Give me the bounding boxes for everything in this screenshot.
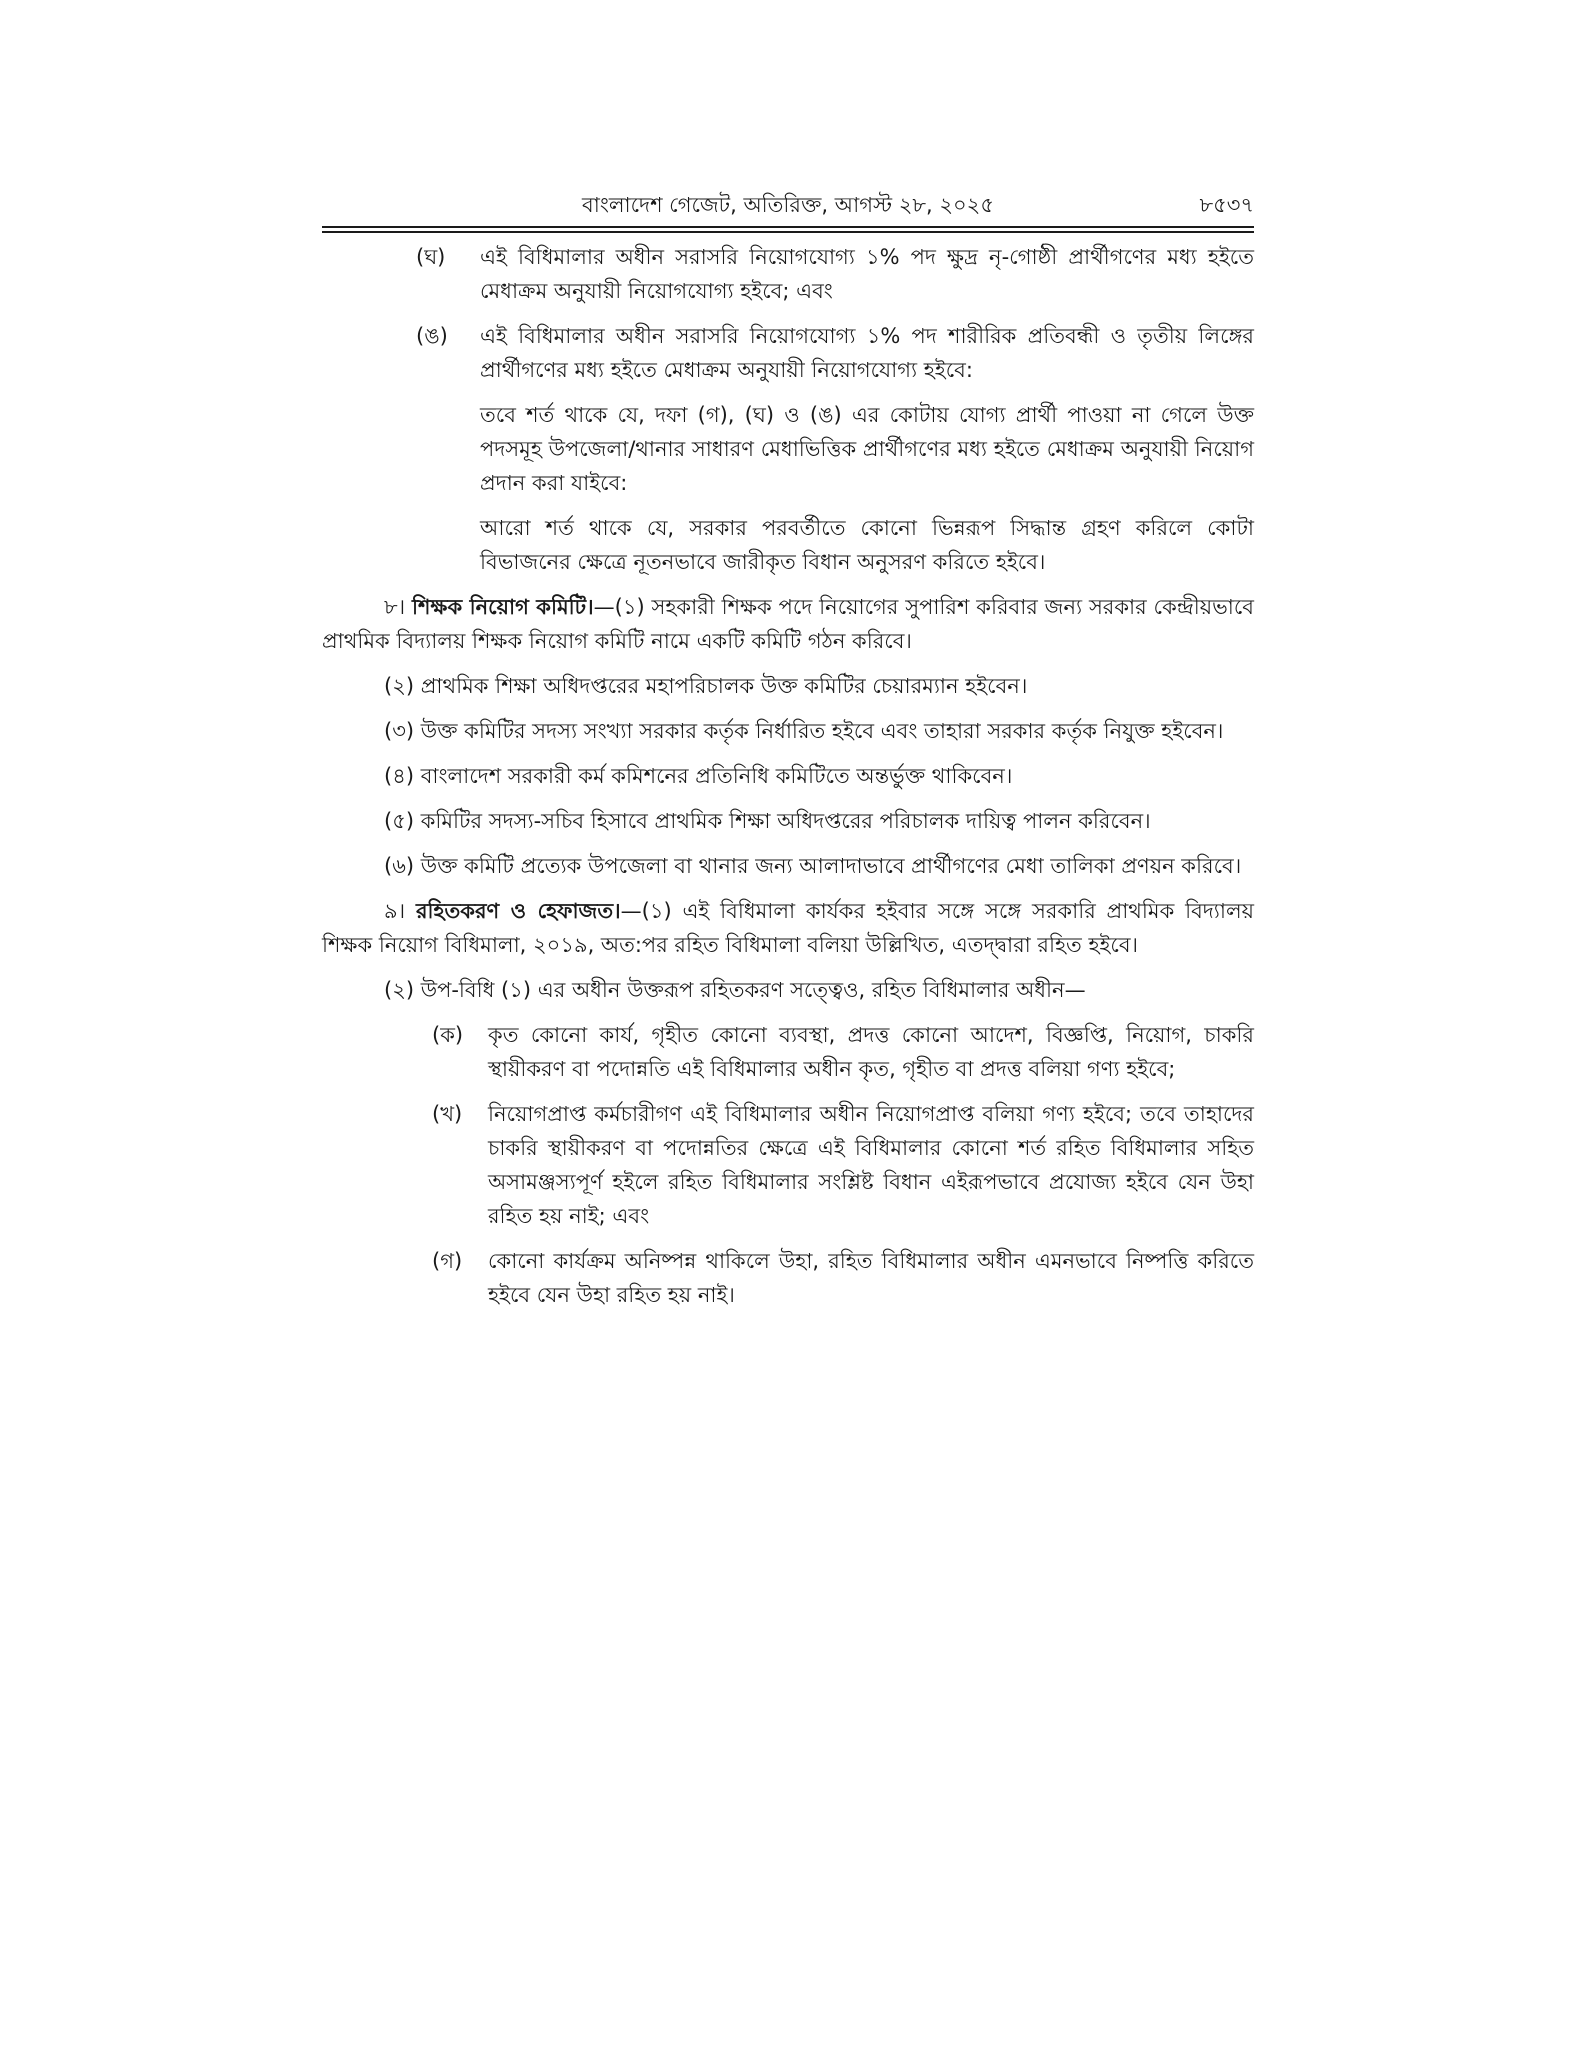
section-8-number: ৮। bbox=[384, 595, 406, 620]
clause-kha bbox=[322, 1097, 1254, 1233]
section-9-heading: রহিতকরণ ও হেফাজত। bbox=[415, 899, 621, 924]
section-8-para-1 bbox=[322, 590, 1254, 658]
section-8-sub-2: (২) প্রাথমিক শিক্ষা অধিদপ্তরের মহাপরিচালক উক্ত কমিটির চেয়ারম্যান হইবেন। bbox=[384, 674, 1028, 699]
clause-text: এই বিধিমালার অধীন সরাসরি নিয়োগযোগ্য ১% পদ শারীরিক প্রতিবন্ধী ও তৃতীয় লিঙ্গের প্রার্থীগণের মধ্য হইতে মেধাক্রম অনুযায়ী নিয়োগযোগ্য হইবে: bbox=[480, 324, 1254, 383]
section-8-sub-3: (৩) উক্ত কমিটির সদস্য সংখ্যা সরকার কর্তৃক নির্ধারিত হইবে এবং তাহারা সরকার কর্তৃক নিযুক্ত হইবেন। bbox=[384, 719, 1224, 744]
clause-ga bbox=[322, 1244, 1254, 1312]
section-8-text: —(১) সহকারী শিক্ষক পদে নিয়োগের সুপারিশ করিবার জন্য সরকার কেন্দ্রীয়ভাবে প্রাথমিক বিদ্যালয় শিক্ষক নিয়োগ কমিটি নামে একটি কমিটি গঠন করিবে। bbox=[322, 595, 1254, 654]
header-title: বাংলাদেশ গেজেট, অতিরিক্ত, আগস্ট ২৮, ২০২৫ bbox=[582, 193, 994, 217]
header-rule-bottom bbox=[322, 231, 1254, 233]
section-9-sub-2: (২) উপ-বিধি (১) এর অধীন উক্তরূপ রহিতকরণ সত্ত্বেও, রহিত বিধিমালার অধীন— bbox=[384, 978, 1086, 1003]
section-9-para-1 bbox=[322, 894, 1254, 962]
proviso-2: আরো শর্ত থাকে যে, সরকার পরবর্তীতে কোনো ভিন্নরূপ সিদ্ধান্ত গ্রহণ করিলে কোটা বিভাজনের ক্ষেত্রে নূতনভাবে জারীকৃত বিধান অনুসরণ করিতে হইবে। bbox=[480, 516, 1254, 575]
clause-text: কৃত কোনো কার্য, গৃহীত কোনো ব্যবস্থা, প্রদত্ত কোনো আদেশ, বিজ্ঞপ্তি, নিয়োগ, চাকরি স্থায়ীকরণ বা পদোন্নতি এই বিধিমালার অধীন কৃত, গৃহীত বা প্রদত্ত বলিয়া গণ্য হইবে; bbox=[488, 1023, 1254, 1082]
clause-text: এই বিধিমালার অধীন সরাসরি নিয়োগযোগ্য ১% পদ ক্ষুদ্র নৃ-গোষ্ঠী প্রার্থীগণের মধ্য হইতে মেধাক্রম অনুযায়ী নিয়োগযোগ্য হইবে; এবং bbox=[480, 245, 1254, 304]
clause-label: (ঙ) bbox=[416, 324, 448, 349]
proviso-1: তবে শর্ত থাকে যে, দফা (গ), (ঘ) ও (ঙ) এর কোটায় যোগ্য প্রার্থী পাওয়া না গেলে উক্ত পদসমূহ উপজেলা/থানার সাধারণ মেধাভিত্তিক প্রার্থীগণের মধ্য হইতে মেধাক্রম অনুযায়ী নিয়োগ প্রদান করা যাইবে: bbox=[480, 403, 1254, 496]
section-8-sub-6: (৬) উক্ত কমিটি প্রত্যেক উপজেলা বা থানার জন্য আলাদাভাবে প্রার্থীগণের মেধা তালিকা প্রণয়ন করিবে। bbox=[384, 854, 1242, 879]
section-9-text: —(১) এই বিধিমালা কার্যকর হইবার সঙ্গে সঙ্গে সরকারি প্রাথমিক বিদ্যালয় শিক্ষক নিয়োগ বিধিমালা, ২০১৯, অত:পর রহিত বিধিমালা বলিয়া উল্লিখিত, এতদ্দ্বারা রহিত হইবে। bbox=[322, 899, 1254, 958]
header-rule-top bbox=[322, 226, 1254, 228]
clause-ka bbox=[322, 1018, 1254, 1086]
page-number: ৮৫৩৭ bbox=[1199, 193, 1254, 217]
section-8-sub-4: (৪) বাংলাদেশ সরকারী কর্ম কমিশনের প্রতিনিধি কমিটিতে অন্তর্ভুক্ত থাকিবেন। bbox=[384, 764, 1013, 789]
clause-label: (খ) bbox=[432, 1102, 463, 1127]
section-9-number: ৯। bbox=[384, 899, 406, 924]
clause-label: (গ) bbox=[432, 1249, 463, 1274]
clause-uma bbox=[322, 319, 1254, 387]
clause-label: (ক) bbox=[432, 1023, 464, 1048]
clause-gha bbox=[322, 240, 1254, 308]
page-body bbox=[322, 240, 1254, 1323]
page-header bbox=[322, 188, 1254, 226]
clause-text: নিয়োগপ্রাপ্ত কর্মচারীগণ এই বিধিমালার অধীন নিয়োগপ্রাপ্ত বলিয়া গণ্য হইবে; তবে তাহাদের চাকরি স্থায়ীকরণ বা পদোন্নতির ক্ষেত্রে এই বিধিমালার কোনো শর্ত রহিত বিধিমালার সহিত অসামঞ্জস্যপূর্ণ হইলে রহিত বিধিমালার সংশ্লিষ্ট বিধান এইরূপভাবে প্রযোজ্য হইবে যেন উহা রহিত হয় নাই; এবং bbox=[488, 1102, 1254, 1229]
section-8-sub-5: (৫) কমিটির সদস্য-সচিব হিসাবে প্রাথমিক শিক্ষা অধিদপ্তরের পরিচালক দায়িত্ব পালন করিবেন। bbox=[384, 809, 1151, 834]
clause-label: (ঘ) bbox=[416, 245, 446, 269]
section-8-heading: শিক্ষক নিয়োগ কমিটি। bbox=[412, 595, 594, 620]
clause-text: কোনো কার্যক্রম অনিষ্পন্ন থাকিলে উহা, রহিত বিধিমালার অধীন এমনভাবে নিষ্পত্তি করিতে হইবে যেন উহা রহিত হয় নাই। bbox=[488, 1249, 1254, 1308]
